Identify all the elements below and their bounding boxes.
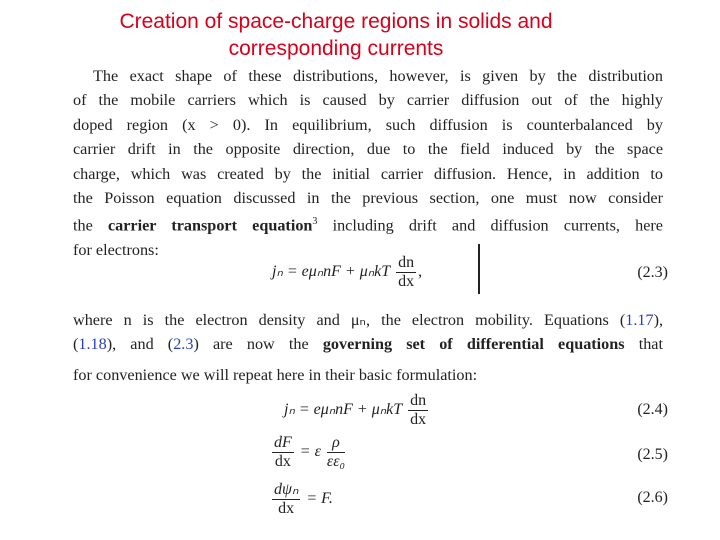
equation-eq: = ε xyxy=(299,443,321,461)
paragraph-intro xyxy=(73,363,663,387)
fraction-numerator: dψₙ xyxy=(274,481,299,498)
document-body-3 xyxy=(73,363,663,387)
fraction xyxy=(327,434,345,471)
text-line: charge, which was created by the initial carrier diffusion. Hence, in addition to xyxy=(73,164,663,183)
fraction-numerator: ρ xyxy=(327,434,345,453)
equation-2-3 xyxy=(272,254,422,291)
fraction-denominator: dx xyxy=(278,500,295,517)
equation-lhs: jₙ = eμₙnF + μₙkT xyxy=(272,263,391,281)
equation-2-5 xyxy=(270,434,347,471)
document-body xyxy=(73,64,663,263)
cursor-bar xyxy=(478,244,480,294)
text-line: for convenience we will repeat here in their basic formulation: xyxy=(73,366,478,384)
text-line: carrier drift in the opposite direction, due to the field induced by the space xyxy=(73,140,663,159)
text-line: The exact shape of these distributions, however, is given by the distribution xyxy=(93,67,663,85)
fraction-denominator: εε₀ xyxy=(326,453,346,470)
paragraph-governing xyxy=(73,308,663,357)
text-line xyxy=(73,308,663,332)
fraction-numerator: dF xyxy=(274,434,292,451)
fraction-denominator: dx xyxy=(410,411,427,428)
bold-term: carrier transport equation xyxy=(107,216,313,235)
equation-ref-1-18[interactable]: 1.18 xyxy=(78,335,107,354)
text-fragment: ) are now the xyxy=(193,335,323,354)
document-body-2 xyxy=(73,308,663,357)
footnote-mark: 3 xyxy=(312,216,318,228)
fraction xyxy=(272,481,300,518)
equation-ref-2-3[interactable]: 2.3 xyxy=(173,335,194,354)
text-line: the Poisson equation discussed in the previous section, one must now consider xyxy=(73,189,663,208)
equation-tail: , xyxy=(418,263,423,281)
equation-2-6 xyxy=(270,481,333,518)
bold-term: governing set of differential equations xyxy=(322,335,625,354)
equation-ref-1-17[interactable]: 1.17 xyxy=(625,311,654,329)
fraction-numerator: dn xyxy=(410,392,427,409)
paragraph-transport xyxy=(73,64,663,263)
text-fragment: that xyxy=(624,335,663,354)
text-fragment: ( xyxy=(73,335,79,354)
fraction-denominator: dx xyxy=(274,453,291,470)
text-fragment: the xyxy=(73,216,108,235)
fraction xyxy=(396,254,416,291)
text-line: for electrons: xyxy=(73,241,159,260)
title-line-1: Creation of space-charge regions in solids and xyxy=(119,10,553,33)
equation-number-2-3: (2.3) xyxy=(637,264,668,281)
equation-number-2-6: (2.6) xyxy=(637,489,668,506)
equation-number-2-4: (2.4) xyxy=(637,401,668,418)
text-line xyxy=(73,332,663,356)
fraction xyxy=(408,392,428,429)
text-fragment: ), and ( xyxy=(106,335,174,354)
fraction xyxy=(272,434,294,471)
text-fragment: including drift and diffusion currents, here xyxy=(317,216,663,235)
text-fragment: ), xyxy=(653,311,663,329)
slide-title xyxy=(0,8,672,62)
text-fragment: where n is the electron density and μₙ, the electron mobility. Equations ( xyxy=(73,311,626,329)
fraction-denominator: dx xyxy=(398,273,415,290)
title-line-2: corresponding currents xyxy=(228,37,444,60)
equation-rhs: = F. xyxy=(306,490,333,508)
fraction-numerator: dn xyxy=(398,254,415,271)
text-line xyxy=(73,210,663,238)
equation-2-4 xyxy=(284,392,430,429)
text-line: doped region (x > 0). In equilibrium, such diffusion is counterbalanced by xyxy=(73,115,663,134)
text-line: of the mobile carriers which is caused by carrier diffusion out of the highly xyxy=(73,91,663,110)
equation-number-2-5: (2.5) xyxy=(637,446,668,463)
equation-lhs: jₙ = eμₙnF + μₙkT xyxy=(284,401,403,419)
